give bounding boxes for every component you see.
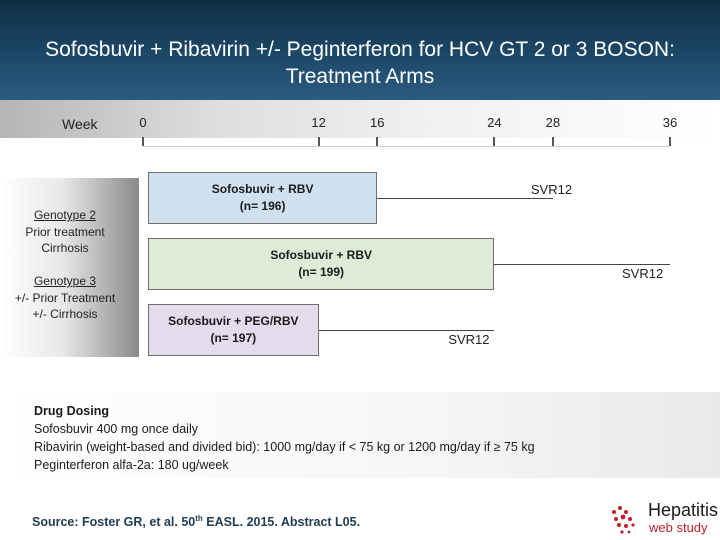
genotype-2-title: Genotype 2	[33, 208, 97, 222]
treatment-arm-3	[148, 304, 319, 356]
tick-mark-0	[142, 137, 144, 146]
dosing-heading: Drug Dosing	[34, 404, 109, 418]
drug-dosing	[34, 402, 694, 474]
svr12-label-2: SVR12	[622, 266, 664, 281]
tick-mark-12	[318, 137, 320, 146]
tick-label-28: 28	[545, 115, 561, 130]
tick-label-16: 16	[369, 115, 385, 130]
tick-mark-24	[493, 137, 495, 146]
source-prefix: Source: Foster GR, et al. 50	[32, 515, 196, 530]
genotype-3-line-2: +/- Cirrhosis	[32, 307, 98, 321]
tick-mark-28	[552, 137, 554, 146]
dosing-line-sofosbuvir: Sofosbuvir 400 mg once daily	[34, 422, 198, 436]
follow-up-line-2	[494, 264, 670, 265]
genotype-2-line-2: Cirrhosis	[41, 241, 89, 255]
source-superscript: th	[195, 514, 203, 523]
tick-mark-36	[669, 137, 671, 146]
treatment-arm-2-label: Sofosbuvir + RBV (n= 199)	[270, 248, 372, 279]
follow-up-line-3	[319, 330, 495, 331]
logo-text-sub: web study	[649, 520, 708, 535]
week-label: Week	[62, 116, 98, 132]
treatment-arm-2	[148, 238, 494, 290]
dosing-line-ribavirin: Ribavirin (weight-based and divided bid): 1000 mg/day if < 75 kg or 1200 mg/day if ≥ 75 kg	[34, 440, 535, 454]
tick-label-12: 12	[311, 115, 326, 130]
genotype-3-title: Genotype 3	[33, 274, 97, 288]
timeline-axis	[143, 146, 670, 147]
tick-label-36: 36	[662, 115, 678, 130]
treatment-arm-1	[148, 172, 377, 224]
source-suffix: EASL. 2015. Abstract L05.	[202, 515, 361, 530]
follow-up-line-1	[377, 198, 553, 199]
logo-dots-icon	[608, 502, 644, 538]
source-citation	[32, 514, 360, 529]
genotype-2-line-1: Prior treatment	[25, 225, 105, 239]
tick-label-0: 0	[139, 115, 147, 130]
tick-mark-16	[376, 137, 378, 146]
svr12-label-3: SVR12	[448, 332, 490, 347]
treatment-arm-3-label: Sofosbuvir + PEG/RBV (n= 197)	[168, 314, 299, 345]
logo-text-main: Hepatitis	[648, 500, 719, 520]
dosing-line-peginterferon: Peginterferon alfa-2a: 180 ug/week	[34, 458, 229, 472]
treatment-arm-1-label: Sofosbuvir + RBV (n= 196)	[211, 182, 314, 213]
page-title: Sofosbuvir + Ribavirin +/- Peginterferon for HCV GT 2 or 3 BOSON: Treatment Arms	[45, 38, 675, 88]
hepatitis-web-study-logo	[608, 500, 718, 536]
genotype-panel	[0, 178, 139, 357]
genotype-3-line-1: +/- Prior Treatment	[14, 291, 116, 305]
week-band	[0, 100, 720, 138]
svr12-label-1: SVR12	[530, 182, 573, 197]
tick-label-24: 24	[487, 115, 502, 130]
